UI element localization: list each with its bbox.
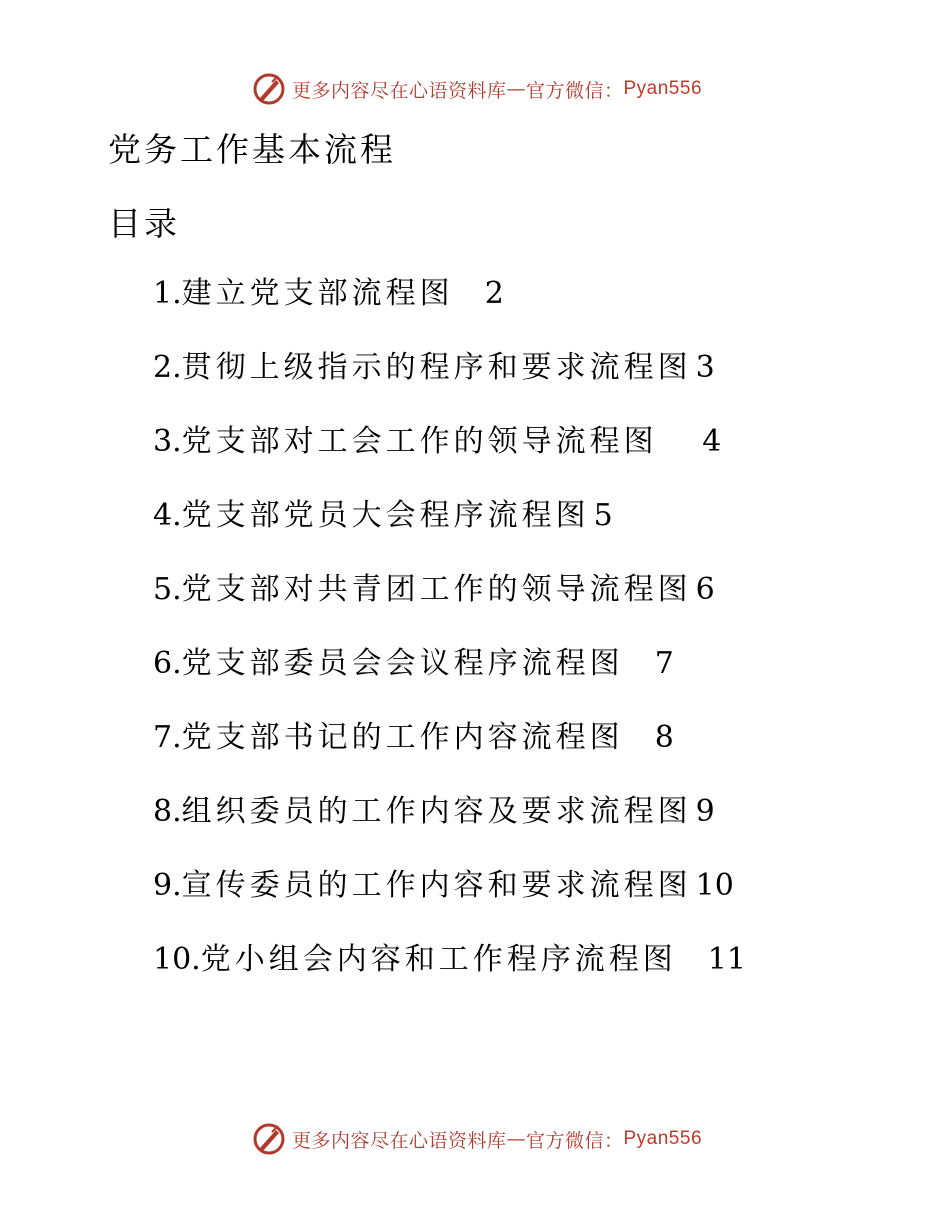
banner-wechat-label: 官方微信： — [525, 79, 624, 102]
toc-heading: 目录 — [108, 204, 180, 243]
document-title: 党务工作基本流程 — [108, 130, 396, 169]
toc-item: 5.党支部对共青团工作的领导流程图 6 — [153, 572, 715, 607]
table-of-contents — [153, 274, 746, 1014]
toc-item: 1.建立党支部流程图 2 — [153, 276, 504, 311]
banner-dash: — — [506, 78, 526, 100]
toc-item: 2.贯彻上级指示的程序和要求流程图 3 — [153, 350, 715, 385]
banner-wechat-id: Pyan556 — [623, 1128, 703, 1149]
quill-logo-icon — [252, 1122, 286, 1156]
toc-item: 6.党支部委员会会议程序流程图 7 — [153, 646, 674, 681]
toc-item: 3.党支部对工会工作的领导流程图 4 — [153, 424, 722, 459]
banner-site-text: 更多内容尽在心语资料库 — [291, 1129, 507, 1152]
toc-item: 7.党支部书记的工作内容流程图 8 — [153, 720, 674, 755]
banner-dash: — — [506, 1128, 526, 1150]
banner-site-text: 更多内容尽在心语资料库 — [291, 79, 507, 102]
toc-item: 10.党小组会内容和工作程序流程图 11 — [153, 942, 746, 977]
quill-logo-icon — [252, 72, 286, 106]
header-banner — [0, 72, 950, 106]
toc-item: 4.党支部党员大会程序流程图 5 — [153, 498, 613, 533]
banner-wechat-id: Pyan556 — [623, 78, 703, 99]
toc-item: 9.宣传委员的工作内容和要求流程图 10 — [153, 868, 734, 903]
toc-item: 8.组织委员的工作内容及要求流程图 9 — [153, 794, 715, 829]
footer-banner — [0, 1122, 950, 1156]
banner-wechat-label: 官方微信： — [525, 1129, 624, 1152]
